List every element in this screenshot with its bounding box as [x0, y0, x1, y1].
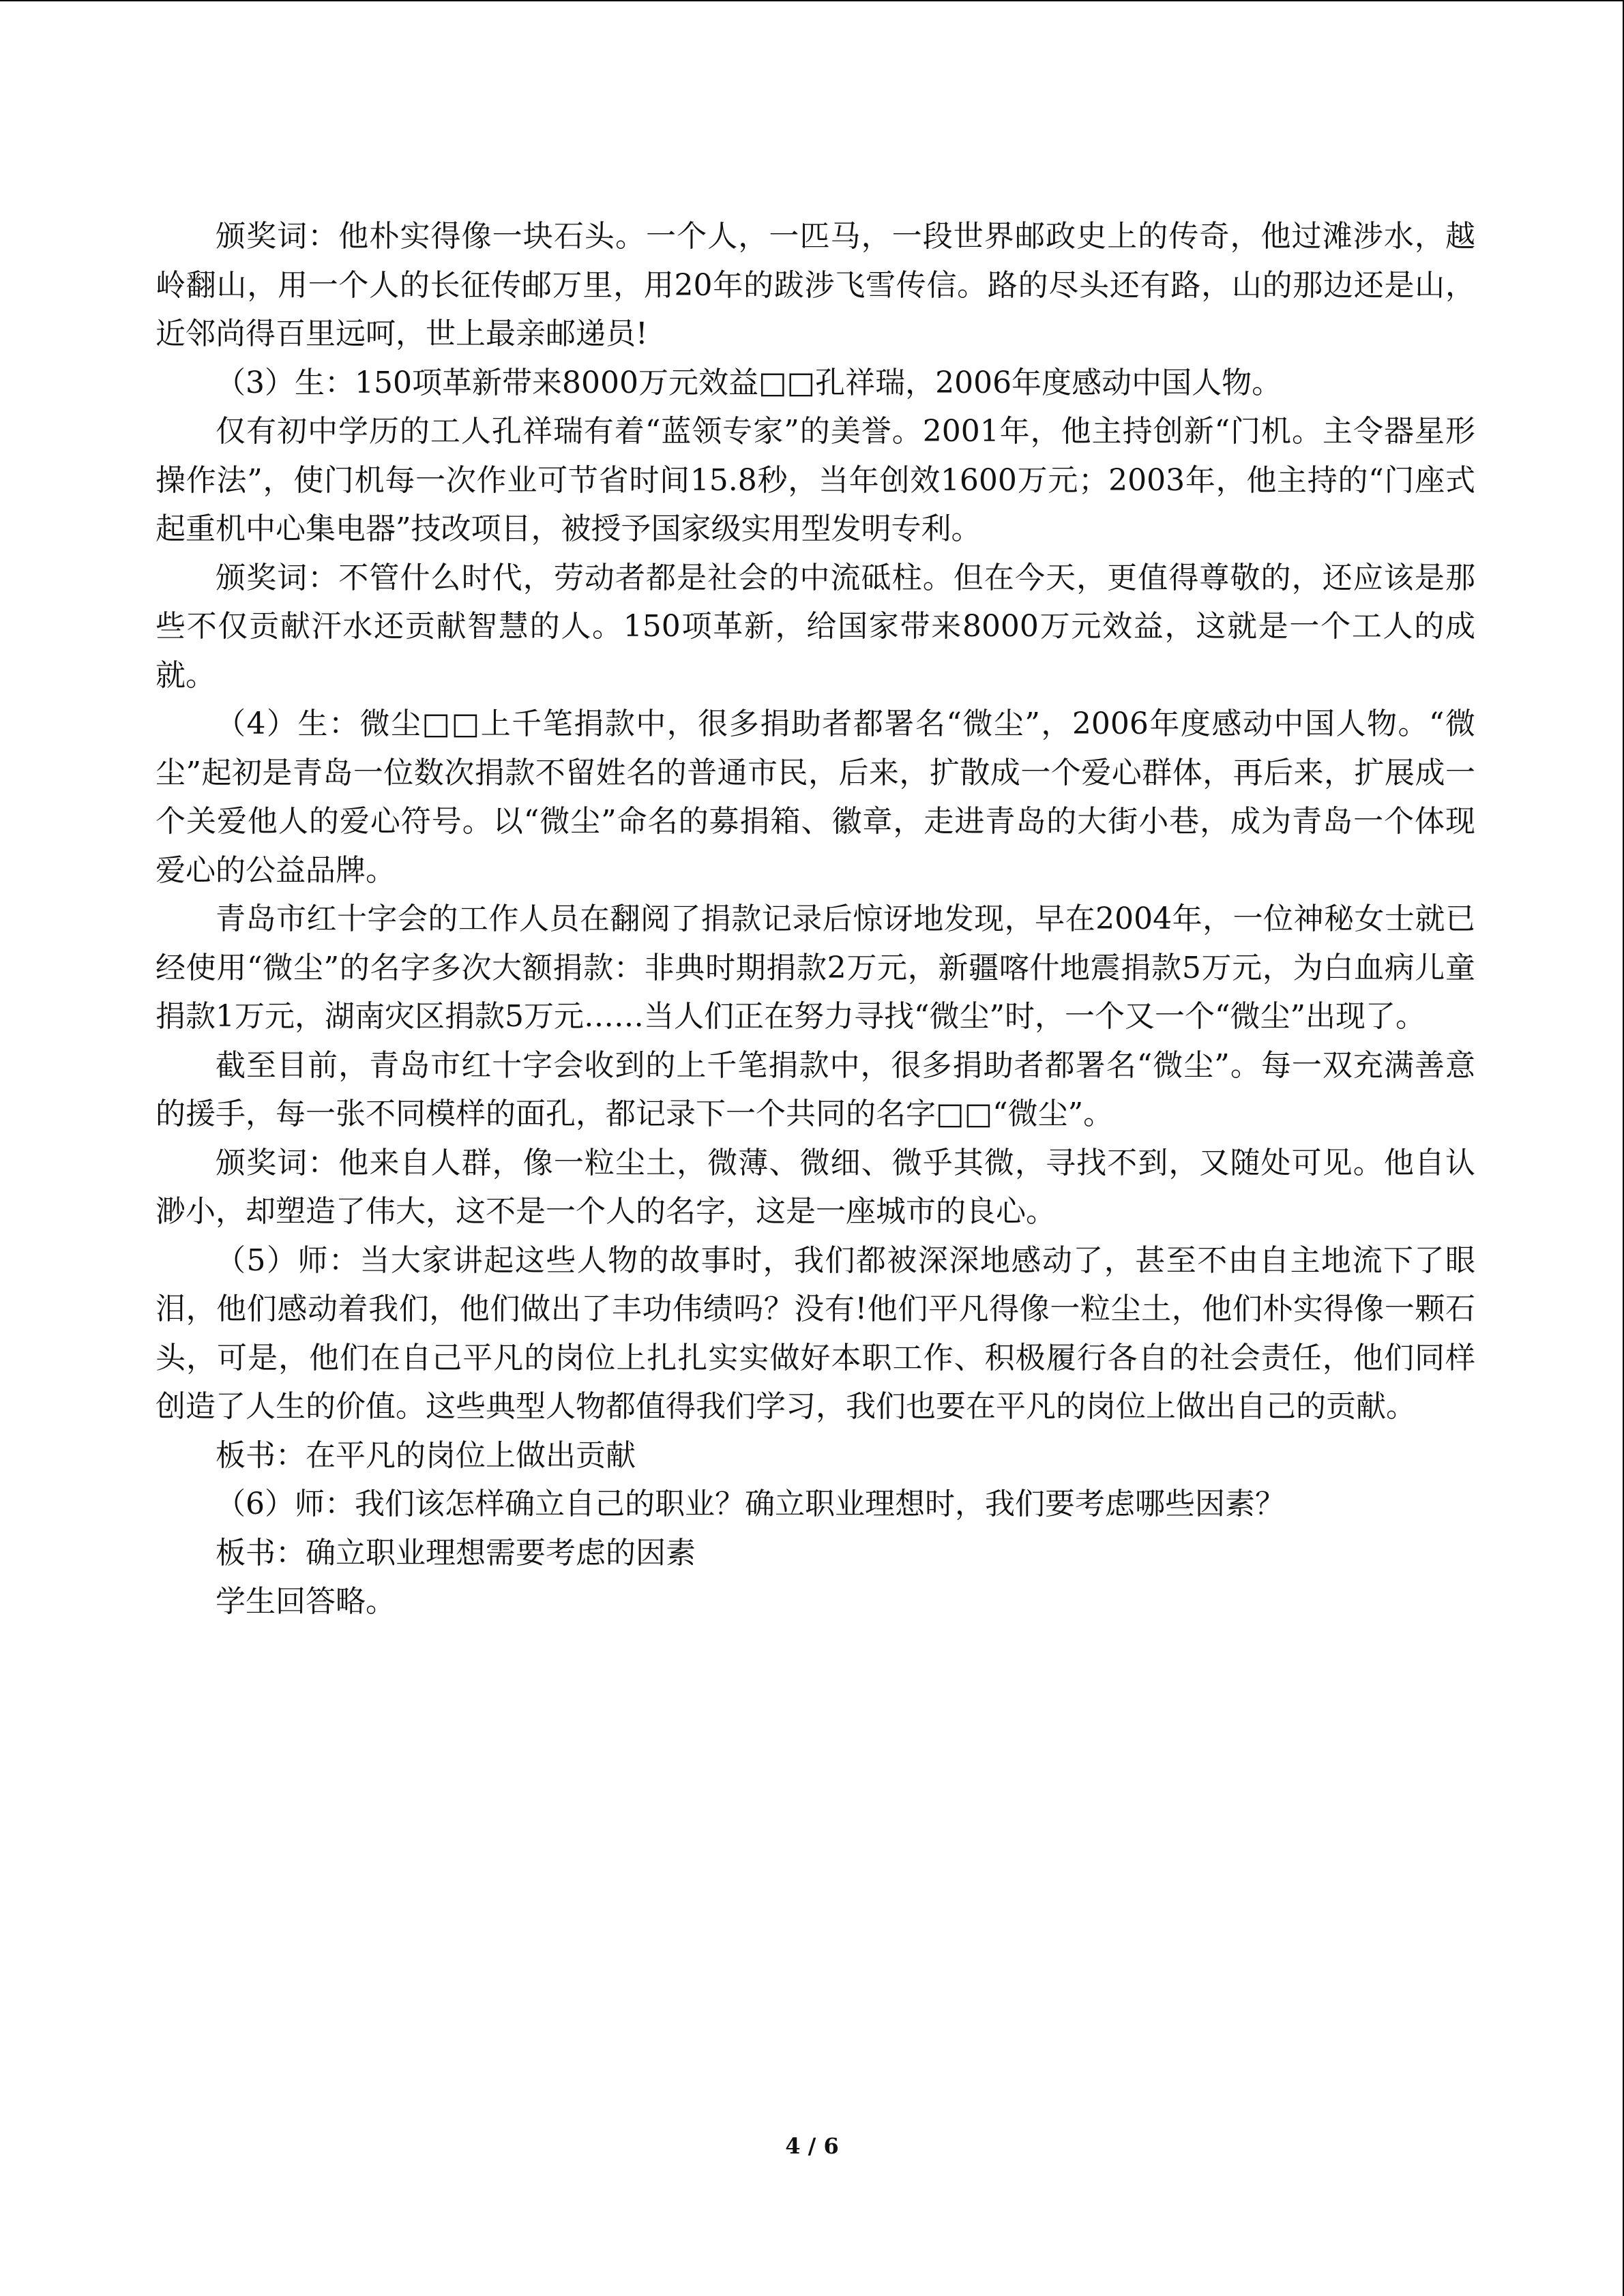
paragraph-award-speech-kong: 颁奖词：不管什么时代，劳动者都是社会的中流砥柱。但在今天，更值得尊敬的，还应该是那些不仅贡献汗水还贡献智慧的人。150项革新，给国家带来8000万元效益，这就是一个工人的成就。 [156, 560, 1475, 693]
paragraph-blackboard-1: 板书：在平凡的岗位上做出贡献 [216, 1437, 636, 1473]
page-number: 4 / 6 [785, 2133, 839, 2159]
paragraph-blackboard-2: 板书：确立职业理想需要考虑的因素 [216, 1535, 696, 1570]
body-text [156, 212, 1475, 1626]
paragraph-red-cross-discovery: 青岛市红十字会的工作人员在翻阅了捐款记录后惊讶地发现，早在2004年，一位神秘女士就已经使用“微尘”的名字多次大额捐款：非典时期捐款2万元，新疆喀什地震捐款5万元，为白血病儿童捐款1万元，湖南灾区捐款5万元……当人们正在努力寻找“微尘”时，一个又一个“微尘”出现了。 [156, 901, 1475, 1034]
paragraph-student-3-title: （3）生：150项革新带来8000万元效益□□孔祥瑞，2006年度感动中国人物。 [216, 365, 1282, 400]
paragraph-kong-xiangrui-story: 仅有初中学历的工人孔祥瑞有着“蓝领专家”的美誉。2001年，他主持创新“门机。主令器星形操作法”，使门机每一次作业可节省时间15.8秒，当年创效1600万元；2003年，他主持的“门座式起重机中心集电器”技改项目，被授予国家级实用型发明专利。 [156, 414, 1475, 546]
paragraph-student-answer: 学生回答略。 [216, 1584, 396, 1619]
paragraph-student-4-weichen: （4）生：微尘□□上千笔捐款中，很多捐助者都署名“微尘”，2006年度感动中国人物。“微尘”起初是青岛一位数次捐款不留姓名的普通市民，后来，扩散成一个爱心群体，再后来，扩展成一个关爱他人的爱心符号。以“微尘”命名的募捐箱、徽章，走进青岛的大街小巷，成为青岛一个体现爱心的公益品牌。 [156, 706, 1475, 888]
paragraph-award-speech-weichen: 颁奖词：他来自人群，像一粒尘土，微薄、微细、微乎其微，寻找不到，又随处可见。他自认渺小，却塑造了伟大，这不是一个人的名字，这是一座城市的良心。 [156, 1145, 1475, 1229]
paragraph-award-speech-postman: 颁奖词：他朴实得像一块石头。一个人，一匹马，一段世界邮政史上的传奇，他过滩涉水，越岭翻山，用一个人的长征传邮万里，用20年的跋涉飞雪传信。路的尽头还有路，山的那边还是山，近邻尚得百里远呵，世上最亲邮递员! [156, 219, 1476, 351]
paragraph-teacher-5: （5）师：当大家讲起这些人物的故事时，我们都被深深地感动了，甚至不由自主地流下了眼泪，他们感动着我们，他们做出了丰功伟绩吗？没有!他们平凡得像一粒尘土，他们朴实得像一颗石头，可是，他们在自己平凡的岗位上扎扎实实做好本职工作、积极履行各自的社会责任，他们同样创造了人生的价值。这些典型人物都值得我们学习，我们也要在平凡的岗位上做出自己的贡献。 [156, 1242, 1475, 1424]
paragraph-donations-so-far: 截至目前，青岛市红十字会收到的上千笔捐款中，很多捐助者都署名“微尘”。每一双充满善意的援手，每一张不同模样的面孔，都记录下一个共同的名字□□“微尘”。 [156, 1047, 1475, 1131]
paragraph-teacher-6: （6）师：我们该怎样确立自己的职业？确立职业理想时，我们要考虑哪些因素？ [216, 1487, 1285, 1521]
